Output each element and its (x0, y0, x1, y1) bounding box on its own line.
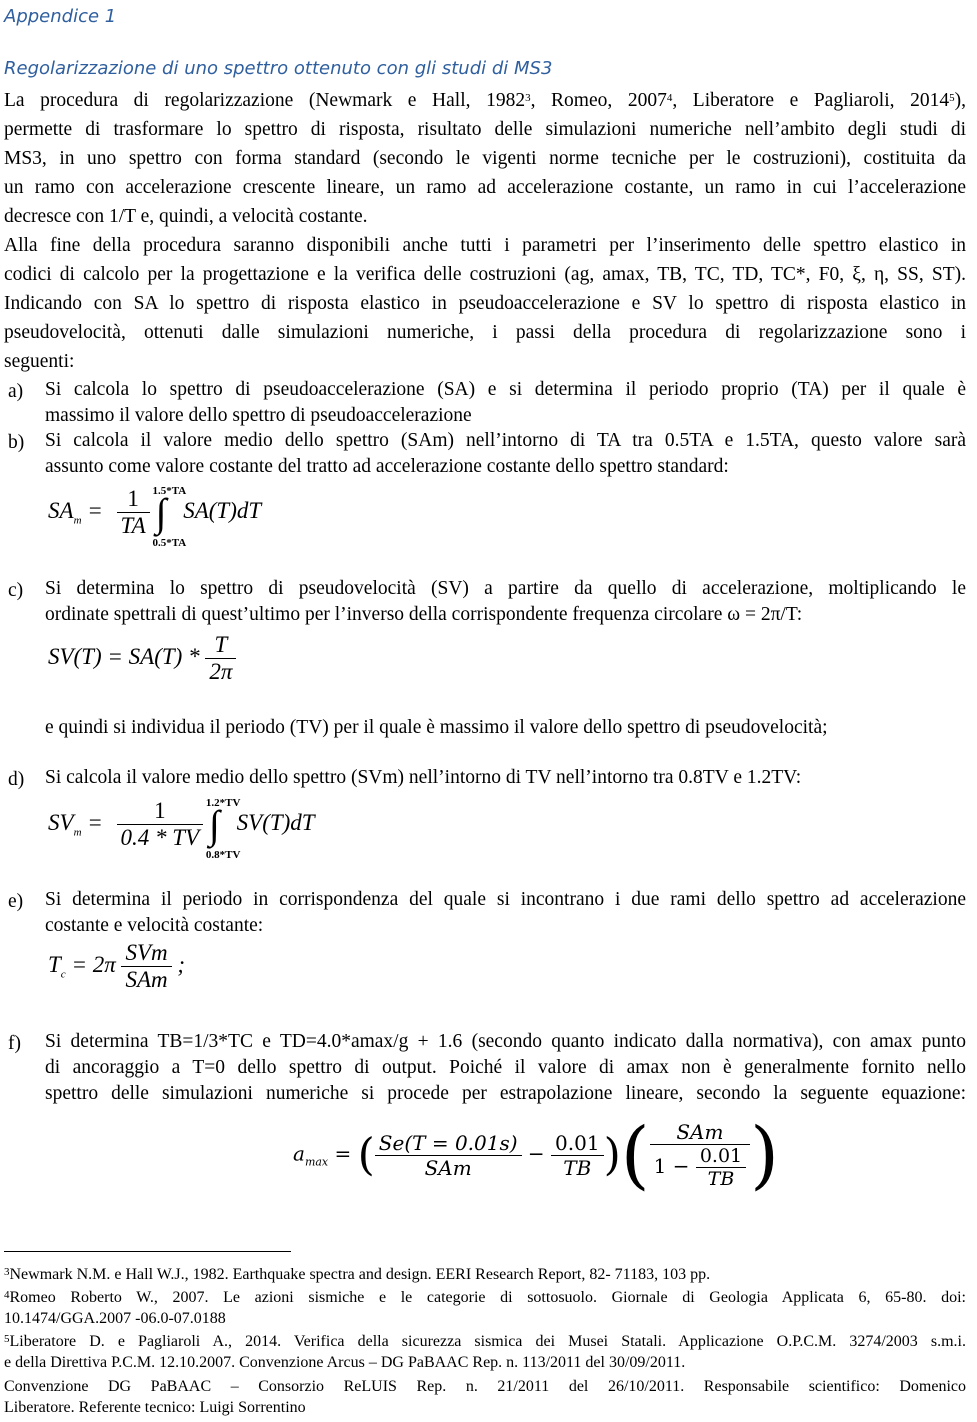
step-c-line-2: ordinate spettrali di quest’ultimo per l’inverso della corrispondente frequenza circolare ω = 2π/T: (45, 604, 803, 625)
formula-sam: $SA_m$ = $\frac{1}{TA}$ ∫ 1.5*TA 0.5*TA SA(T)dT (48, 485, 262, 549)
formula-svm: $SV_m$ = $\frac{1}{0.4 * TV}$ ∫ 1.2*TV 0.8*TV SV(T)dT (48, 797, 315, 861)
intro-line-3: MS3, in uno spettro con forma standard (secondo le vigenti norme tecniche per le costruzioni), costituita da (4, 148, 966, 169)
section-title: Regolarizzazione di uno spettro ottenuto con gli studi di MS3 (4, 58, 553, 79)
step-b-line-2: assunto come valore costante del tratto ad accelerazione costante dello spettro standard: (45, 456, 729, 477)
step-label: b) (8, 432, 25, 453)
step-label: e) (8, 891, 24, 912)
step-b-line-1: Si calcola il valore medio dello spettro (SAm) nell’intorno di TA tra 0.5TA e 1.5TA, questo valore sarà (45, 430, 966, 451)
step-e-line-1: Si determina il periodo in corrispondenza del quale si incontrano i due rami dello spettro ad accelerazione (45, 889, 966, 910)
intro-line-1: La procedura di regolarizzazione (Newmark e Hall, 1982$^3$, Romeo, 2007$^4$, Liberatore e Pagliaroli, 2014$^5$), (4, 90, 966, 111)
intro-line-5: decresce con 1/T e, quindi, a velocità costante. (4, 206, 368, 227)
step-f-line-3: spettro delle simulazioni numeriche si procede per estrapolazione lineare, secondo la seguente equazione: (45, 1083, 966, 1104)
step-label: f) (8, 1033, 21, 1054)
step-c-line-3: e quindi si individua il periodo (TV) per il quale è massimo il valore dello spettro di pseudovelocità; (45, 717, 828, 738)
step-f-line-1: Si determina TB=1/3*TC e TD=4.0*amax/g + 1.6 (secondo quanto indicato dalla normativa), con amax punto (45, 1031, 966, 1052)
appendix-title: Appendice 1 (4, 6, 117, 27)
step-c-line-1: Si determina lo spettro di pseudovelocità (SV) a partire da quello di accelerazione, moltiplicando le (45, 578, 966, 599)
footnote-4: $^4$Romeo Roberto W., 2007. Le azioni sismiche e le categorie di sottosuolo. Giornale di Geologia Applicata 6, 65-80. doi: 10.1474/GGA.2007 -06.0-07.0188 (4, 1289, 966, 1327)
step-label: a) (8, 381, 24, 402)
para3-line-1: Indicando con SA lo spettro di risposta elastico in pseudoaccelerazione e SV lo spettro di risposta elastico in (4, 293, 966, 314)
formula-sv: SV(T) = SA(T) * $\frac{T}{2\pi}$ (48, 632, 236, 685)
step-e-line-2: costante e velocità costante: (45, 915, 264, 936)
footnote-rule (4, 1251, 291, 1252)
footnote-3: $^3$Newmark N.M. e Hall W.J., 1982. Earthquake spectra and design. EERI Research Report, 82- 71183, 103 pp. (4, 1266, 711, 1283)
para2-line-2: codici di calcolo per la progettazione e la verifica delle costruzioni (ag, amax, TB, TC, TD, TC*, F0, ξ, η, SS, ST). (4, 264, 966, 285)
para2-line-1: Alla fine della procedura saranno disponibili anche tutti i parametri per l’inserimento delle spettro elastico in (4, 235, 966, 256)
intro-line-2: permette di trasformare lo spettro di risposta, risultato delle simulazioni numeriche nell’ambito degli studi di (4, 119, 966, 140)
footnote-5: $^5$Liberatore D. e Pagliaroli A., 2014. Verifica della sicurezza sismica dei Musei Statali. Applicazione O.P.C.M. 3274/2003 s.m.i. e della Direttiva P.C.M. 12.10.2007. Convenzione Arcus – DG PaBAAC Rep. n. 113/2011 del 30/09/2011. (4, 1333, 966, 1371)
step-d-line-1: Si calcola il valore medio dello spettro (SVm) nell’intorno di TV nell’intorno tra 0.8TV e 1.2TV: (45, 767, 802, 788)
para3-line-2: pseudovelocità, ottenuti dalle simulazioni numeriche, i passi della procedura di regolarizzazione sono i (4, 322, 966, 343)
formula-tc: $T_c = 2\pi$ $\frac{\text{SVm}}{\text{SAm}}$ ; (48, 940, 186, 992)
formula-amax: $a_{max}$ = ( $\frac{Se(T = 0.01s)}{\text{SAm}}$ − $\frac{0.01}{TB}$ )( SAm 1 − $\frac{0.01}{TB}$ ) (293, 1112, 779, 1198)
step-a-line-2: massimo il valore dello spettro di pseudoaccelerazione (45, 405, 472, 426)
step-f-line-2: di ancoraggio a T=0 dello spettro di output. Poiché il valore di amax non è generalmente fornito nello (45, 1057, 966, 1078)
intro-line-4: un ramo con accelerazione crescente lineare, un ramo ad accelerazione costante, un ramo in cui l’accelerazione (4, 177, 966, 198)
para3-line-3: seguenti: (4, 351, 75, 372)
footnote-6: Convenzione DG PaBAAC – Consorzio ReLUIS Rep. n. 21/2011 del 26/10/2011. Responsabile scientifico: Domenico Liberatore. Referente tecnico: Luigi Sorrentino (4, 1378, 966, 1416)
step-label: d) (8, 769, 25, 790)
step-a-line-1: Si calcola lo spettro di pseudoaccelerazione (SA) e si determina il periodo proprio (TA) per il quale è (45, 379, 966, 400)
step-label: c) (8, 580, 24, 601)
